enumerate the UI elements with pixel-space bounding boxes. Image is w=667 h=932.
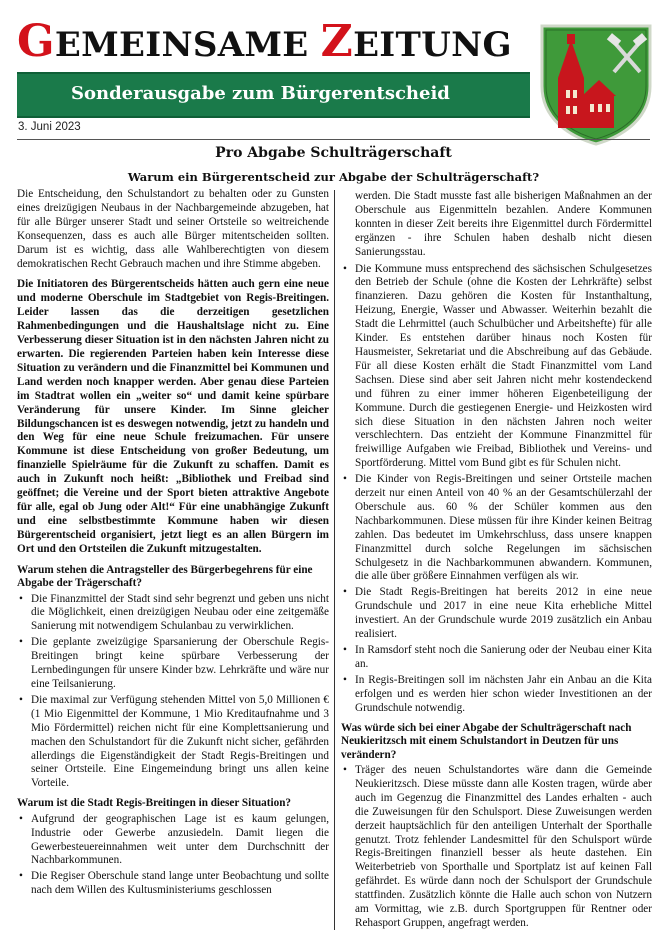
left-column: [17, 188, 329, 930]
header-rule: [17, 139, 650, 140]
list-item: • Die Kommune muss entsprechend des sächsischen Schulgesetzes den Betrieb der Schule (ohne die Kosten der Lehrkräfte) selbst finanzieren. Dazu gehören die Kosten für Instanthaltung, Heizung, Energie, Wasser und Abwasser. Weiterhin bezahlt die Stadt die Lehrmittel (auch Schulbücher und Arbeitshefte) für alle Kinder. Es entstehen darüber hinaus noch Kosten für Hausmeister, Sekretariat und die Abschreibung auf das Gebäude. Für all diese Kosten erhält die Stadt Finanzmittel vom Land Sachsen. Diese sind aber seit Jahren nicht mehr kostendeckend und führen zu einer immer höheren Eigenbeteiligung der Kommune. Durch die gestiegenen Energie- und Heizkosten wird sich diese Situation in den nächsten Jahren noch weiter verschlechtern. Das entzieht der Kommune Finanzmittel für freiwillige Aufgaben wie Freibad, Bibliothek und Vereins- und Sportförderung. Mittel vom Bund gibt es für Schulen nicht.: [341, 263, 652, 472]
title-initial-g: G: [17, 16, 55, 67]
changes-list: [341, 764, 652, 931]
issue-date: 3. Juni 2023: [18, 121, 81, 133]
title-initial-z: Z: [320, 16, 354, 67]
list-item: • Die Finanzmittel der Stadt sind sehr begrenzt und geben uns nicht die Möglichkeit, einen dreizügigen Neubau oder eine zeitgemäße Sanierung mit notwendigem Schulanbau zu verwirklichen.: [17, 593, 329, 635]
title-part-1: EMEINSAME: [54, 25, 321, 65]
list-item: • Die Stadt Regis-Breitingen hat bereits 2012 in eine neue Grundschule und 2017 in eine neue Kita erhebliche Mittel investiert. An der Grundschule wurde 2019 zusätzlich ein Anbau realisiert.: [341, 586, 652, 642]
reasons-list: [17, 593, 329, 792]
subtitle-bar: [17, 72, 530, 118]
newspaper-title: [17, 16, 512, 67]
list-item: • Die Regiser Oberschule stand lange unter Beobachtung und sollte nach dem Willen des Kultusministeriums geschlossen: [17, 870, 329, 898]
section-heading-why-applicants: Warum stehen die Antragsteller des Bürgerbegehrens für eine Abgabe der Trägerschaft?: [17, 563, 313, 590]
list-item: • Die Kinder von Regis-Breitingen und seiner Ortsteile machen derzeit nur einen Anteil von 40 % an der Gesamtschülerzahl der Oberschule aus. 60 % der Schüler kommen aus den Nachbarkommunen. Diese müssen für ihre Kinder keinen Beitrag zahlen. Das bedeutet im Umkehrschluss, dass unsere knappen Finanzmittel durch solche Regelungen im sächsischen Schulgesetz in die Nachbarkommunen abwandern. Kommunen, die alle über größere Einnahmen verfügen als wir.: [341, 473, 652, 584]
edition-subtitle: Sonderausgabe zum Bürgerentscheid: [71, 83, 450, 104]
right-column: [341, 190, 652, 932]
initiators-paragraph: Die Initiatoren des Bürgerentscheids hätten auch gern eine neue und moderne Oberschule im Stadtgebiet von Regis-Breitingen. Leider lassen das die derzeitigen gesetzlichen Rahmenbedingungen und die Haushaltslage nicht zu. Eine Verbesserung dieser Situation ist in den nächsten Jahren nicht zu erwarten. Die regierenden Parteien haben kein Interesse diese Situation zu verändern und die Finanzmittel bei Kommunen und Land werden noch knapper werden. Aber genau diese Parteien im Stadtrat wollen ein „weiter so“ und damit keine spürbare Veränderung für unsere Kinder. Im Sinne gleicher Bildungschancen ist es deswegen notwendig, jetzt zu handeln und den Weg für eine neue Schule freizumachen. Für unsere Kommune ist diese Entscheidung von großer Bedeutung, um finanzielle Spielräume für die Zukunft zu schaffen. Damit es auch in Zukunft noch heißt: „Bibliothek und Freibad sind geöffnet; die Vereine und der Sport bieten attraktive Angebote für alle, egal ob Jung oder Alt!“ Für eine unabhängige Zukunft und eine selbstbestimmte Kommune haben wir diesen Bürgerentscheid organisiert, jetzt liegt es an allen Bürgern im Ort und den Ortsteilen die Zukunft mitzugestalten.: [17, 278, 329, 555]
section-heading-situation: Warum ist die Stadt Regis-Breitingen in dieser Situation?: [17, 797, 292, 810]
column-divider: [334, 190, 335, 930]
section-heading-changes: Was würde sich bei einer Abgabe der Schulträgerschaft nach Neukieritzsch mit einem Schulstandort in Deutzen für uns verändern?: [341, 721, 632, 761]
article-subheading: Warum ein Bürgerentscheid zur Abgabe der Schulträgerschaft?: [127, 170, 540, 184]
list-item: • Aufgrund der geographischen Lage ist es kaum gelungen, Industrie oder Gewerbe anzusiedeln. Damit liegen die Gewerbesteuereinnahmen weit unter dem Durchschnitt der Nachbarkommunen.: [17, 813, 329, 869]
article-heading: Pro Abgabe Schulträgerschaft: [215, 145, 452, 161]
continued-list-item: werden. Die Stadt musste fast alle bisherigen Maßnahmen an der Oberschule aus Eigenmitteln bezahlen. Andere Kommunen konnten in dieser Zeit bereits ihre Eigenmittel durch Fördermittel ergänzen - ihre Schulen haben deshalb nicht diesen Sanierungsstau.: [355, 190, 652, 258]
title-part-2: EITUNG: [353, 25, 512, 65]
situation-list: [17, 813, 329, 898]
intro-paragraph: Die Entscheidung, den Schulstandort zu behalten oder zu Gunsten eines dreizügigen Neubaus in der Nachbargemeinde abzugeben, hat für alle Bürger unserer Stadt und seiner Ortsteile so weitreichende Konsequenzen, dass es auch alle Bürger mitentscheiden sollten. Darum ist es wichtig, dass alle Wahlberechtigten von diesem demokratischen Recht Gebrauch machen und ihre Stimme abgeben.: [17, 188, 329, 270]
list-item: • In Regis-Breitingen soll im nächsten Jahr ein Anbau an die Kita erfolgen und es werden hier schon wieder Investitionen an der Grundschule notwendig.: [341, 674, 652, 716]
list-item: • In Ramsdorf steht noch die Sanierung oder der Neubau einer Kita an.: [341, 644, 652, 672]
list-item: • Die maximal zur Verfügung stehenden Mittel von 5,0 Millionen € (1 Mio Eigenmittel der Kommune, 1 Mio Kreditaufnahme und 3 Mio Fördermittel) reichen nicht für eine Komplettsanierung und machen den Schulstandort für die Zukunft nicht sicher, gefährden allerdings die Eigenständigkeit der Stadt Regis-Breitingen und seiner Ortsteile. Eine Eingemeindung bringt uns allen keine Vorteile.: [17, 694, 329, 791]
finance-list: [341, 263, 652, 716]
list-item: • Die geplante zweizügige Sparsanierung der Oberschule Regis-Breitingen bringt keine spürbare Verbesserung der Lernbedingungen für unsere Kinder bzw. Lehrkräfte und wäre nur eine Teilsanierung.: [17, 636, 329, 692]
masthead: [0, 0, 667, 140]
coat-of-arms-icon: [536, 20, 656, 148]
list-item: • Träger des neuen Schulstandortes wäre dann die Gemeinde Neukieritzsch. Diese müsste dann alle Kosten tragen, würde aber auch im Gegenzug die Finanzmittel des Landes erhalten - auch die Zuweisungen für den Schulsport. Diese Zuweisungen werden derzeit hauptsächlich für den anteiligen Unterhalt der Sporthalle genutzt. Trotz fehlender Landesmittel für den Schulsport würde Regis-Breitingen finanziell besser als heute dastehen. Ein Weiterbetrieb von Sporthalle und Sportplatz ist auf keinen Fall gefährdet. Es würde dann noch der Schulsport der Grundschule stattfinden. Zusätzlich könnte die Halle auch schon von Nutzern am Vormittag, wie z.B. durch Sportgruppen für Rentner oder Rehasport Gruppen, angefragt werden.: [341, 764, 652, 931]
